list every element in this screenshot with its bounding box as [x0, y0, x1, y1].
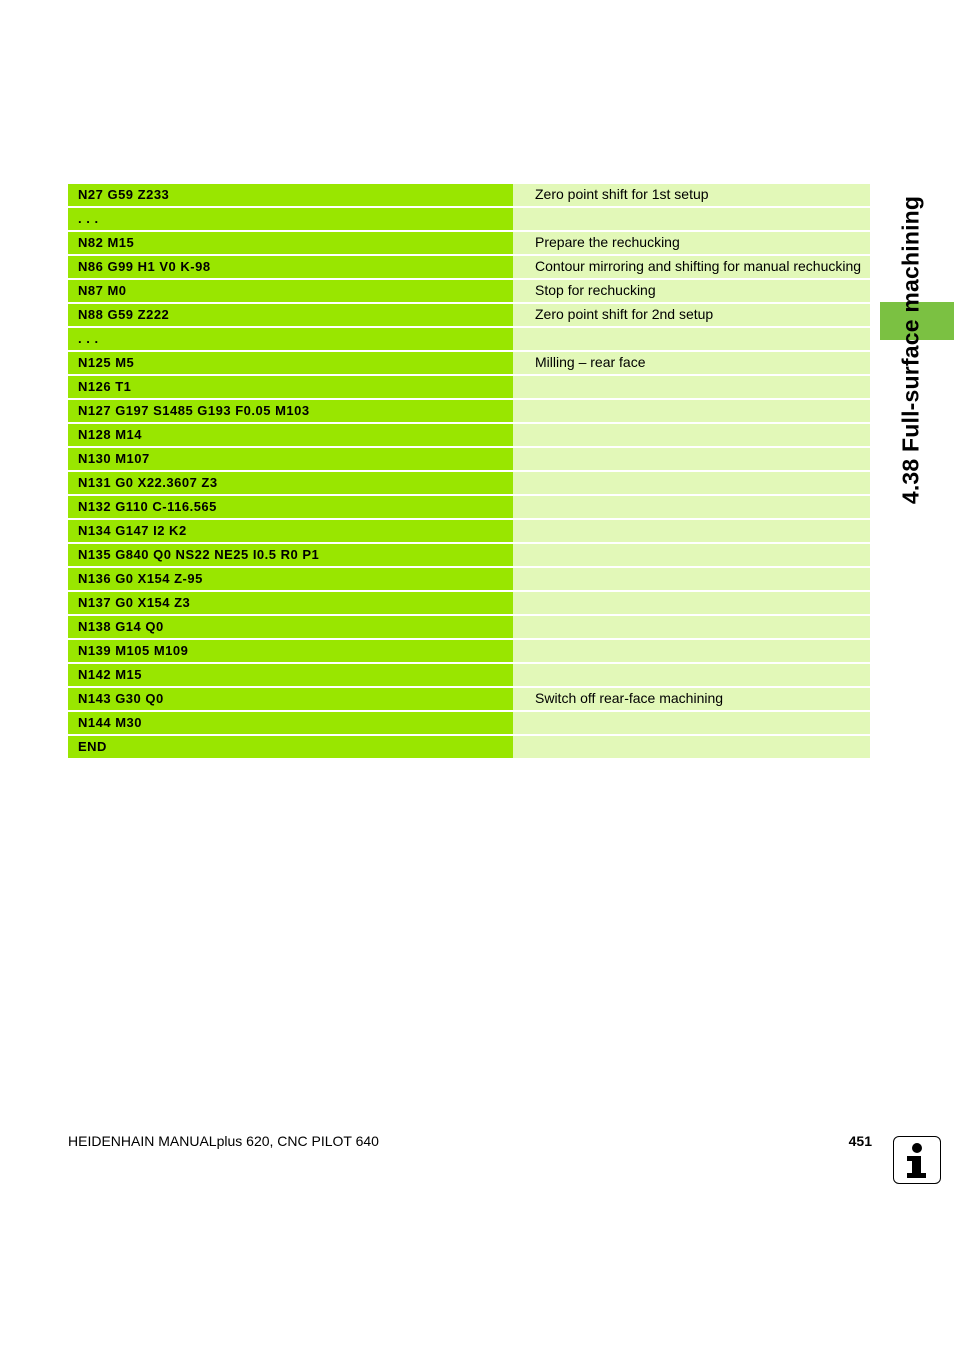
table-row — [68, 376, 870, 398]
table-row — [68, 328, 870, 350]
nc-block-code: N132 G110 C-116.565 — [68, 496, 513, 518]
nc-block-comment — [513, 736, 870, 758]
nc-block-code: N130 M107 — [68, 448, 513, 470]
nc-block-comment: Switch off rear-face machining — [513, 688, 870, 710]
nc-block-code: N87 M0 — [68, 280, 513, 302]
table-row — [68, 592, 870, 614]
table-row — [68, 208, 870, 230]
table-row — [68, 184, 870, 206]
nc-block-code: N142 M15 — [68, 664, 513, 686]
nc-block-code: N125 M5 — [68, 352, 513, 374]
table-row — [68, 448, 870, 470]
nc-block-comment: Stop for rechucking — [513, 280, 870, 302]
nc-block-comment: Zero point shift for 1st setup — [513, 184, 870, 206]
nc-block-code: N27 G59 Z233 — [68, 184, 513, 206]
nc-block-comment — [513, 376, 870, 398]
nc-block-code: N137 G0 X154 Z3 — [68, 592, 513, 614]
nc-program-table — [68, 184, 870, 760]
nc-block-comment: Contour mirroring and shifting for manual rechucking — [513, 256, 870, 278]
nc-block-code: N139 M105 M109 — [68, 640, 513, 662]
nc-block-comment — [513, 592, 870, 614]
nc-block-comment — [513, 664, 870, 686]
nc-block-comment — [513, 328, 870, 350]
nc-block-comment — [513, 400, 870, 422]
info-glyph — [900, 1140, 934, 1180]
nc-block-code: N131 G0 X22.3607 Z3 — [68, 472, 513, 494]
section-title: 4.38 Full-surface machining — [897, 195, 924, 505]
table-row — [68, 304, 870, 326]
nc-block-comment — [513, 568, 870, 590]
table-row — [68, 688, 870, 710]
table-row — [68, 472, 870, 494]
table-row — [68, 520, 870, 542]
table-row — [68, 568, 870, 590]
info-icon — [893, 1136, 941, 1184]
table-row — [68, 400, 870, 422]
nc-block-code: . . . — [68, 208, 513, 230]
nc-block-comment — [513, 424, 870, 446]
nc-block-code: N128 M14 — [68, 424, 513, 446]
nc-block-comment: Milling – rear face — [513, 352, 870, 374]
table-row — [68, 640, 870, 662]
nc-block-code: N136 G0 X154 Z-95 — [68, 568, 513, 590]
table-row — [68, 544, 870, 566]
table-row — [68, 496, 870, 518]
nc-block-code: N88 G59 Z222 — [68, 304, 513, 326]
table-row — [68, 616, 870, 638]
table-row — [68, 664, 870, 686]
nc-block-code: . . . — [68, 328, 513, 350]
nc-block-comment — [513, 208, 870, 230]
table-row — [68, 256, 870, 278]
nc-block-comment — [513, 496, 870, 518]
table-row — [68, 736, 870, 758]
nc-block-code: N135 G840 Q0 NS22 NE25 I0.5 R0 P1 — [68, 544, 513, 566]
nc-block-code: N143 G30 Q0 — [68, 688, 513, 710]
nc-block-code: N82 M15 — [68, 232, 513, 254]
table-row — [68, 712, 870, 734]
nc-block-code: N86 G99 H1 V0 K-98 — [68, 256, 513, 278]
nc-block-comment — [513, 640, 870, 662]
nc-block-code: N138 G14 Q0 — [68, 616, 513, 638]
table-row — [68, 280, 870, 302]
nc-block-code: N144 M30 — [68, 712, 513, 734]
nc-block-code: N134 G147 I2 K2 — [68, 520, 513, 542]
nc-block-comment — [513, 544, 870, 566]
nc-block-comment — [513, 616, 870, 638]
nc-block-comment — [513, 520, 870, 542]
nc-block-comment: Zero point shift for 2nd setup — [513, 304, 870, 326]
page-number: 451 — [848, 1133, 872, 1149]
nc-block-comment — [513, 712, 870, 734]
nc-block-comment — [513, 448, 870, 470]
nc-block-code: END — [68, 736, 513, 758]
nc-block-code: N126 T1 — [68, 376, 513, 398]
manual-title: HEIDENHAIN MANUALplus 620, CNC PILOT 640 — [68, 1133, 379, 1149]
table-row — [68, 352, 870, 374]
table-row — [68, 232, 870, 254]
nc-block-comment: Prepare the rechucking — [513, 232, 870, 254]
nc-block-comment — [513, 472, 870, 494]
table-row — [68, 424, 870, 446]
nc-block-code: N127 G197 S1485 G193 F0.05 M103 — [68, 400, 513, 422]
